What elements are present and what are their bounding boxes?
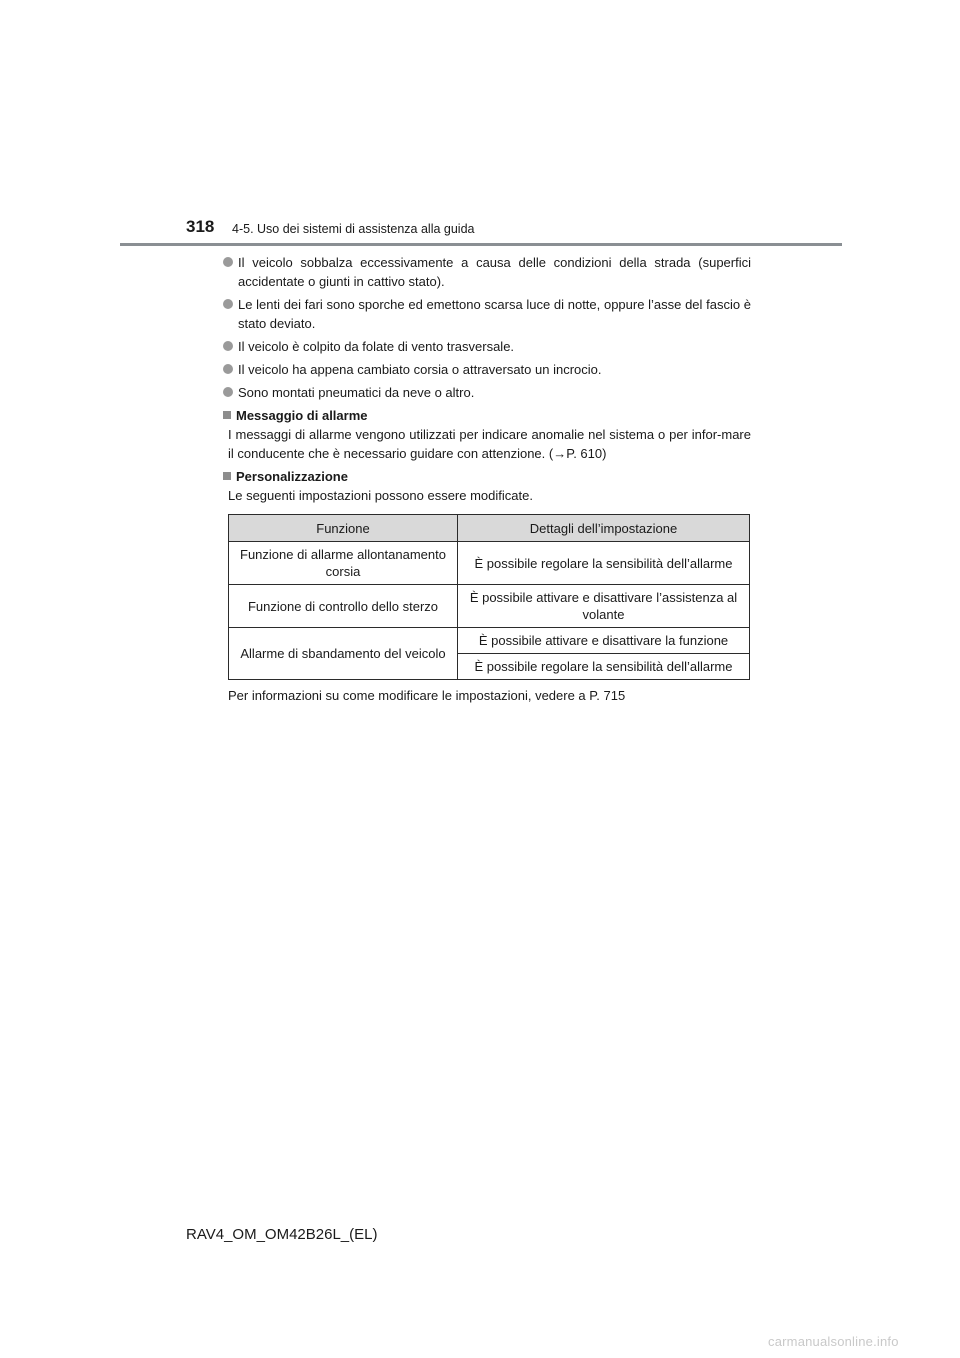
header-rule: [120, 243, 842, 246]
settings-table: [228, 514, 750, 680]
bullet-dot-icon: [223, 387, 233, 397]
list-item: Sono montati pneumatici da neve o altro.: [222, 383, 751, 402]
table-header-row: [229, 515, 750, 542]
condition-list: [222, 253, 751, 402]
bullet-dot-icon: [223, 364, 233, 374]
list-item: Le lenti dei fari sono sporche ed emettono scarsa luce di notte, oppure l’asse del fascio è stato deviato.: [222, 295, 751, 333]
square-bullet-icon: [223, 411, 231, 419]
customization-heading: Personalizzazione: [222, 467, 751, 486]
table-row: [229, 628, 750, 654]
square-bullet-icon: [223, 472, 231, 480]
page-content: [222, 253, 751, 705]
bullet-dot-icon: [223, 299, 233, 309]
section-title: 4-5. Uso dei sistemi di assistenza alla guida: [232, 222, 475, 236]
table-row: [229, 585, 750, 628]
bullet-dot-icon: [223, 257, 233, 267]
table-row: [229, 542, 750, 585]
table-cell-details: È possibile attivare e disattivare l’assistenza al volante: [458, 585, 750, 628]
alarm-message-heading: Messaggio di allarme: [222, 406, 751, 425]
table-header-function: Funzione: [229, 515, 458, 542]
table-cell-function: Funzione di allarme allontanamento corsia: [229, 542, 458, 585]
list-item: Il veicolo sobbalza eccessivamente a causa delle condizioni della strada (superfici accidentate o giunti in cattivo stato).: [222, 253, 751, 291]
customization-section: [222, 467, 751, 505]
watermark: carmanualsonline.info: [768, 1334, 899, 1349]
settings-reference-note: Per informazioni su come modificare le impostazioni, vedere a P. 715: [228, 688, 626, 703]
table-cell-details: È possibile regolare la sensibilità dell’allarme: [458, 542, 750, 585]
page-number: 318: [186, 217, 215, 236]
bullet-dot-icon: [223, 341, 233, 351]
alarm-message-body: I messaggi di allarme vengono utilizzati per indicare anomalie nel sistema o per infor-mare il conducente che è necessario guidare con attenzione. (→P. 610): [228, 427, 751, 461]
list-item: Il veicolo è colpito da folate di vento trasversale.: [222, 337, 751, 356]
document-code: RAV4_OM_OM42B26L_(EL): [186, 1226, 378, 1243]
table-cell-details: È possibile regolare la sensibilità dell’allarme: [458, 654, 750, 680]
table-header-details: Dettagli dell’impostazione: [458, 515, 750, 542]
alarm-message-section: [222, 406, 751, 463]
customization-body: Le seguenti impostazioni possono essere modificate.: [228, 488, 533, 503]
table-cell-details: È possibile attivare e disattivare la funzione: [458, 628, 750, 654]
list-item: Il veicolo ha appena cambiato corsia o attraversato un incrocio.: [222, 360, 751, 379]
table-cell-function: Allarme di sbandamento del veicolo: [229, 628, 458, 680]
table-cell-function: Funzione di controllo dello sterzo: [229, 585, 458, 628]
